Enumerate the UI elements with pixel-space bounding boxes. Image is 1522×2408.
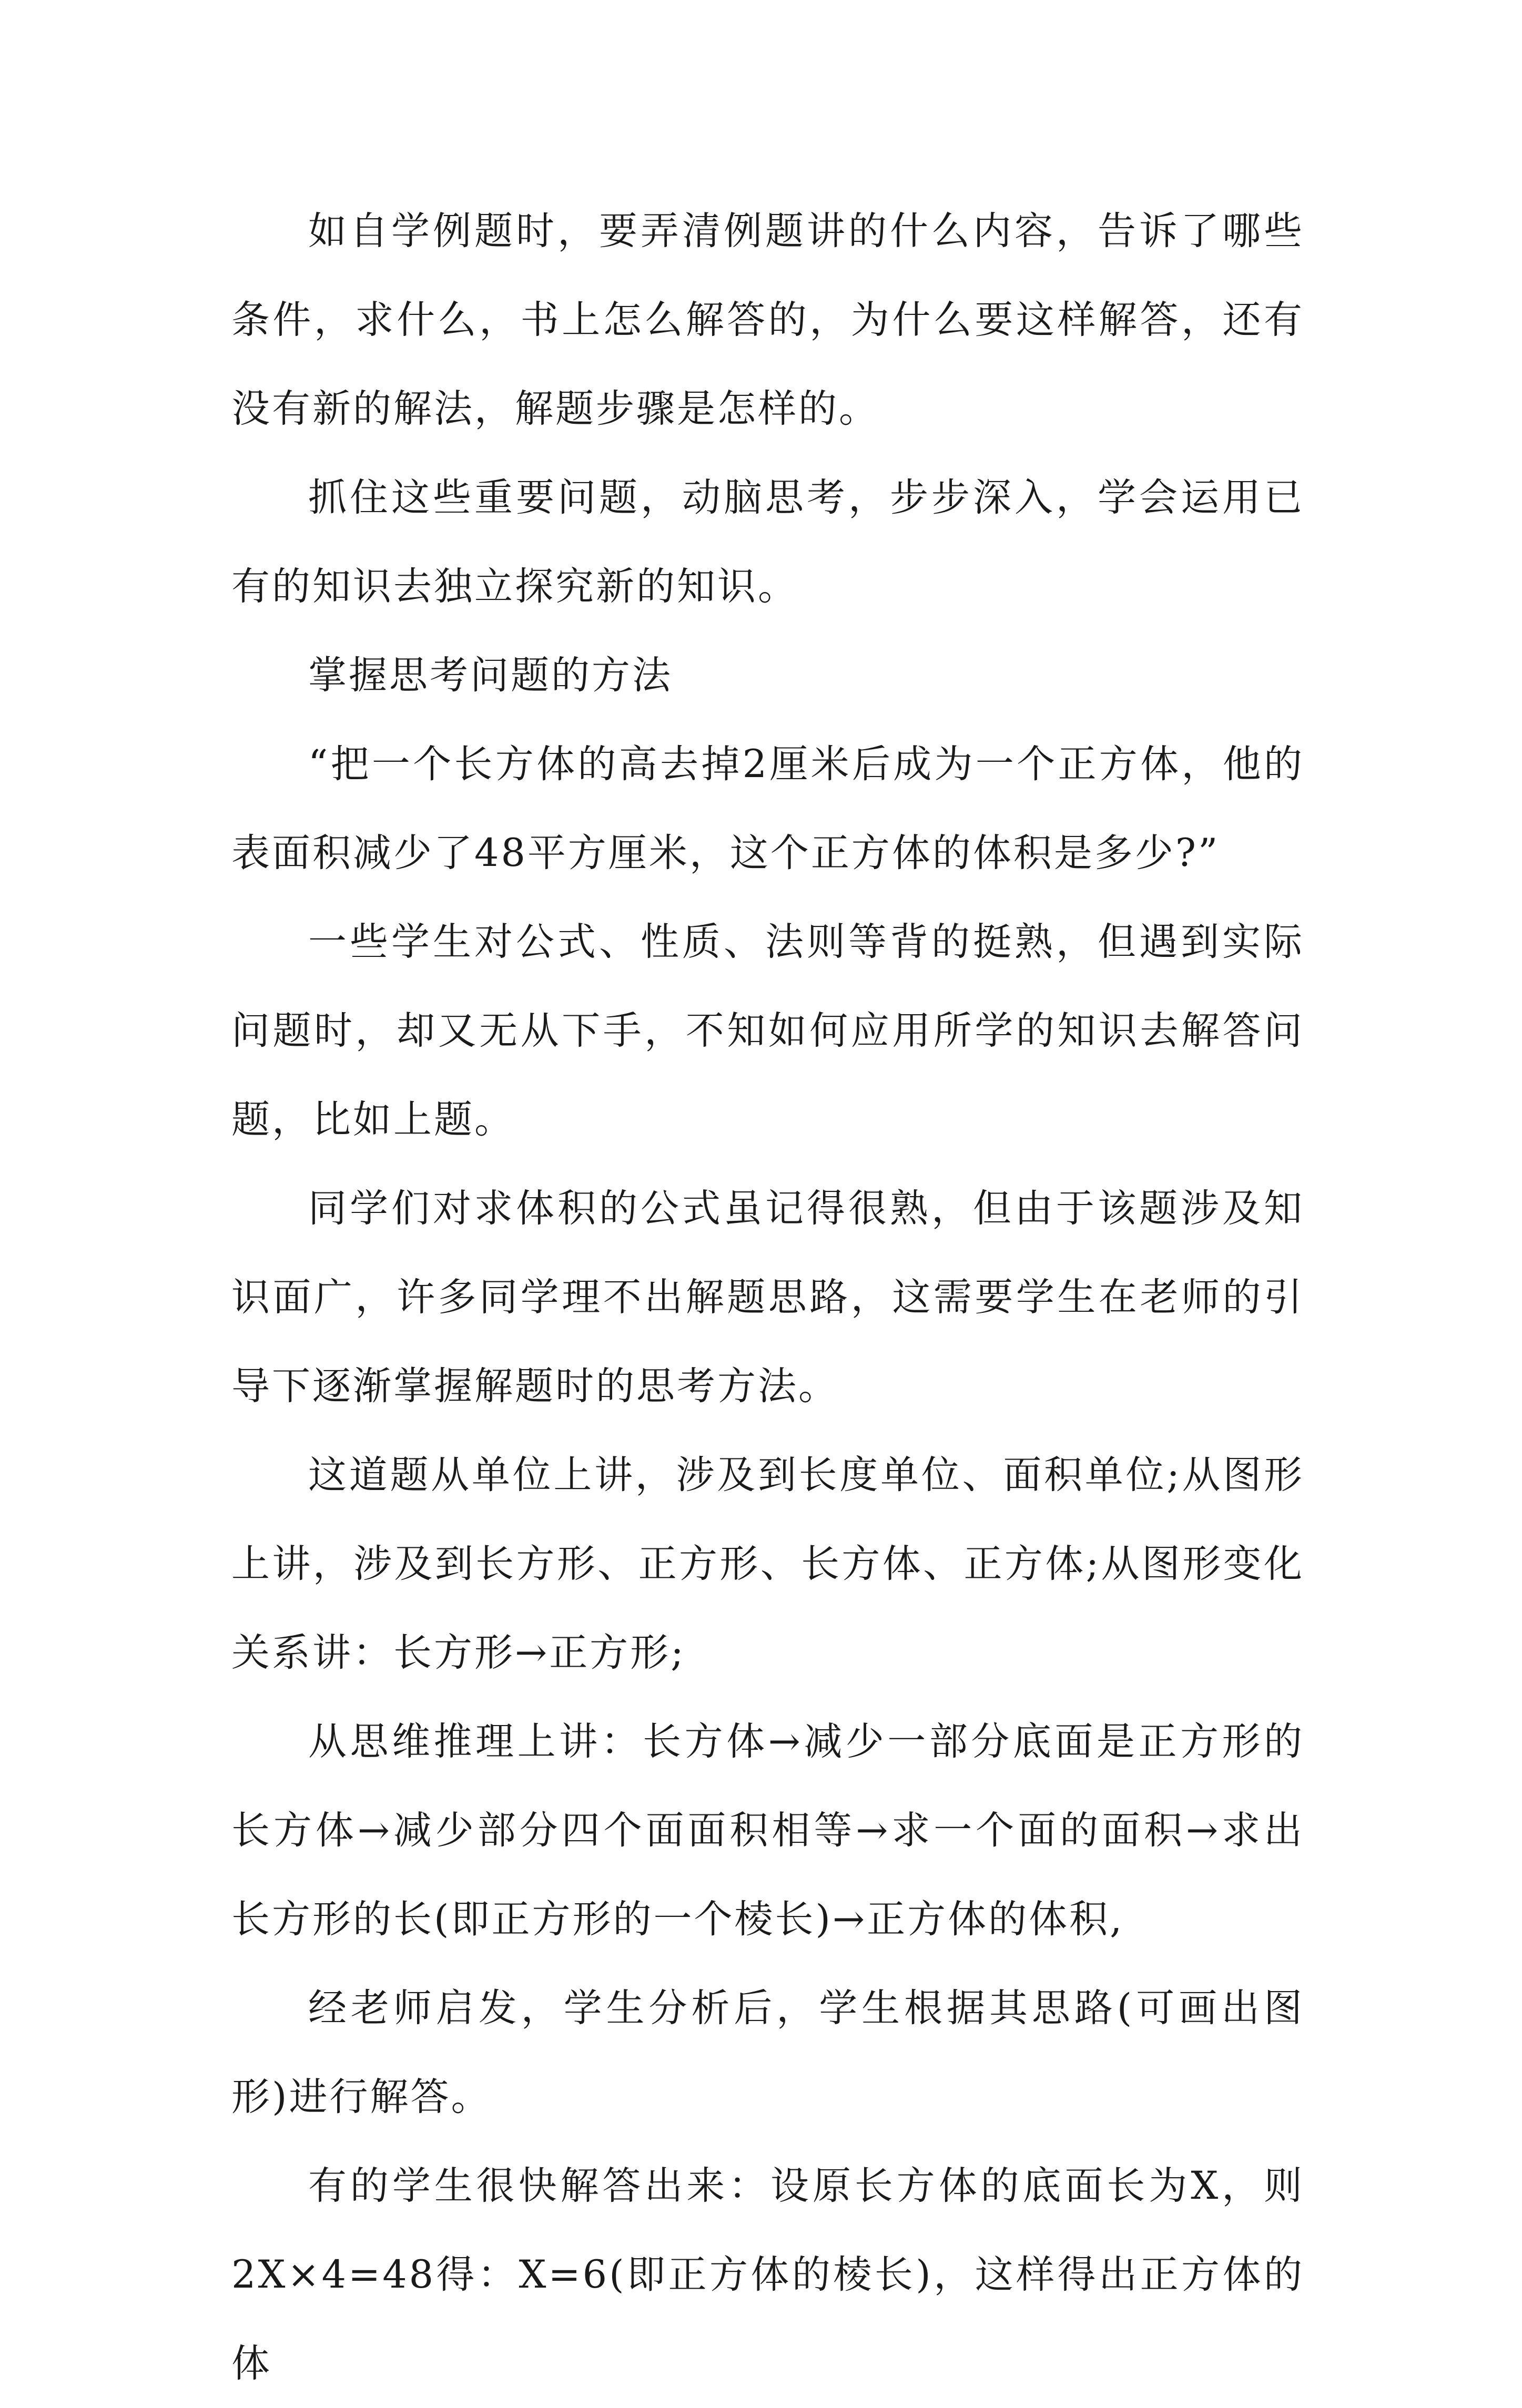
paragraph-5: 一些学生对公式、性质、法则等背的挺熟，但遇到实际问题时，却又无从下手，不知如何应用所学的知识去解答问题，比如上题。	[231, 920, 1304, 1142]
paragraph-9: 经老师启发，学生分析后，学生根据其思路(可画出图形)进行解答。	[231, 1986, 1304, 2119]
document-body	[231, 187, 1304, 2408]
problem-quote: “把一个长方体的高去掉2厘米后成为一个正方体，他的表面积减少了48平方厘米，这个正方体的体积是多少?”	[231, 742, 1304, 875]
paragraph-2: 抓住这些重要问题，动脑思考，步步深入，学会运用已有的知识去独立探究新的知识。	[231, 475, 1304, 609]
paragraph-6: 同学们对求体积的公式虽记得很熟，但由于该题涉及知识面广，许多同学理不出解题思路，这需要学生在老师的引导下逐渐掌握解题时的思考方法。	[231, 1186, 1304, 1409]
paragraph-10: 有的学生很快解答出来：设原长方体的底面长为X，则2X×4=48得：X=6(即正方体的棱长)，这样得出正方体的体	[231, 2164, 1304, 2386]
paragraph-7: 这道题从单位上讲，涉及到长度单位、面积单位;从图形上讲，涉及到长方形、正方形、长方体、正方体;从图形变化关系讲：长方形→正方形;	[231, 1453, 1304, 1675]
section-heading: 掌握思考问题的方法	[308, 653, 673, 698]
paragraph-8: 从思维推理上讲：长方体→减少一部分底面是正方形的长方体→减少部分四个面面积相等→求一个面的面积→求出长方形的长(即正方形的一个棱长)→正方体的体积,	[231, 1719, 1304, 1942]
paragraph-1: 如自学例题时，要弄清例题讲的什么内容，告诉了哪些条件，求什么，书上怎么解答的，为什么要这样解答，还有没有新的解法，解题步骤是怎样的。	[231, 209, 1304, 431]
